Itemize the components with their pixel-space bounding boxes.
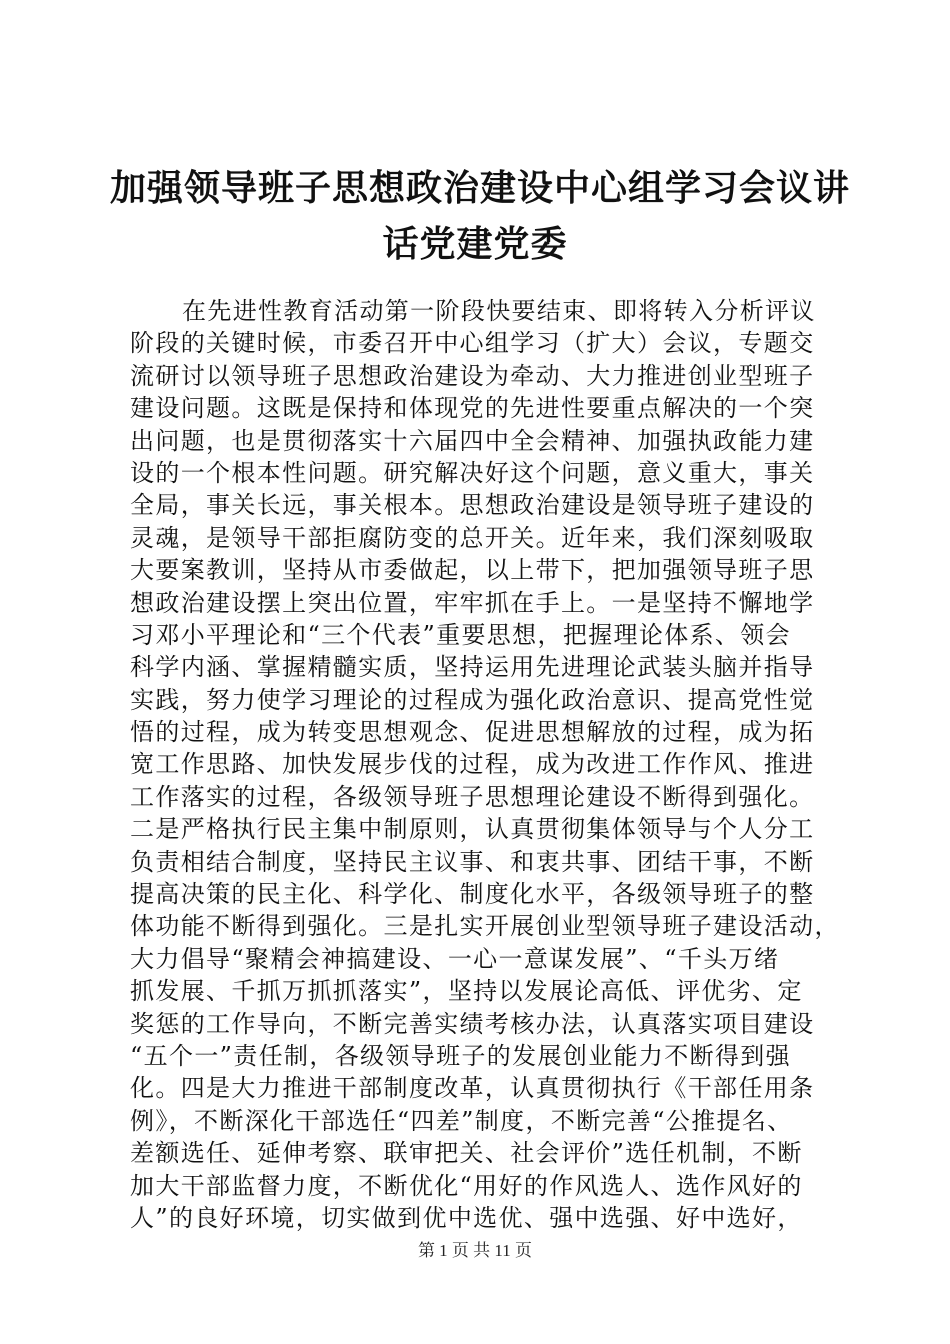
body-line: 流研讨以领导班子思想政治建设为牵动、大力推进创业型班子 (130, 361, 815, 390)
body-line: 负责相结合制度，坚持民主议事、和衷共事、团结干事，不断 (130, 847, 815, 876)
document-title (110, 160, 851, 272)
body-line: 在先进性教育活动第一阶段快要结束、即将转入分析评议 (182, 297, 816, 325)
body-line: 大要案教训，坚持从市委做起，以上带下，把加强领导班子思 (130, 556, 815, 585)
body-line: 阶段的关键时候，市委召开中心组学习（扩大）会议，专题交 (130, 329, 815, 358)
body-line: 抓发展、千抓万抓抓落实”，坚持以发展论高低、评优劣、定 (130, 977, 803, 1006)
body-line: 科学内涵、掌握精髓实质，坚持运用先进理论武装头脑并指导 (130, 653, 815, 682)
body-line: 工作落实的过程，各级领导班子思想理论建设不断得到强化。 (130, 782, 815, 811)
body-line: 加大干部监督力度，不断优化“用好的作风选人、选作风好的 (130, 1171, 803, 1200)
body-line: 奖惩的工作导向，不断完善实绩考核办法，认真落实项目建设 (130, 1009, 815, 1038)
body-line: 化。四是大力推进干部制度改革，认真贯彻执行《干部任用条 (130, 1074, 815, 1103)
body-line: 实践，努力使学习理论的过程成为强化政治意识、提高党性觉 (130, 685, 815, 714)
body-line: 全局，事关长远，事关根本。思想政治建设是领导班子建设的 (130, 491, 815, 520)
body-line: 想政治建设摆上突出位置，牢牢抓在手上。一是坚持不懈地学 (130, 588, 815, 617)
body-line: 例》，不断深化干部选任“四差”制度，不断完善“公推提名、 (130, 1106, 793, 1135)
body-line: 设的一个根本性问题。研究解决好这个问题，意义重大，事关 (130, 458, 815, 487)
body-line: 人”的良好环境，切实做到优中选优、强中选强、好中选好， (130, 1203, 803, 1232)
body-line: 二是严格执行民主集中制原则，认真贯彻集体领导与个人分工 (130, 815, 815, 844)
body-line: 提高决策的民主化、科学化、制度化水平，各级领导班子的整 (130, 880, 815, 909)
page-number-footer: 第 1 页 共 11 页 (417, 1241, 533, 1260)
body-line: 建设问题。这既是保持和体现党的先进性要重点解决的一个突 (130, 394, 815, 423)
title-line-2: 话党建党委 (382, 223, 568, 265)
body-line: 悟的过程，成为转变思想观念、促进思想解放的过程，成为拓 (130, 718, 815, 747)
body-line: 灵魂，是领导干部拒腐防变的总开关。近年来，我们深刻吸取 (130, 523, 815, 552)
title-line-1: 加强领导班子思想政治建设中心组学习会议讲 (110, 167, 851, 209)
body-line: 大力倡导“聚精会神搞建设、一心一意谋发展”、“千头万绪 (130, 944, 780, 973)
body-line: 宽工作思路、加快发展步伐的过程，成为改进工作作风、推进 (130, 750, 815, 779)
body-line: 习邓小平理论和“三个代表”重要思想，把握理论体系、领会 (130, 620, 791, 649)
body-line: 差额选任、延伸考察、联审把关、社会评价”选任机制，不断 (130, 1139, 803, 1168)
body-line: 出问题，也是贯彻落实十六届四中全会精神、加强执政能力建 (130, 426, 815, 455)
body-line: “五个一”责任制，各级领导班子的发展创业能力不断得到强 (130, 1041, 791, 1070)
body-paragraph (130, 295, 840, 1234)
body-line: 体功能不断得到强化。三是扎实开展创业型领导班子建设活动， (130, 912, 840, 941)
